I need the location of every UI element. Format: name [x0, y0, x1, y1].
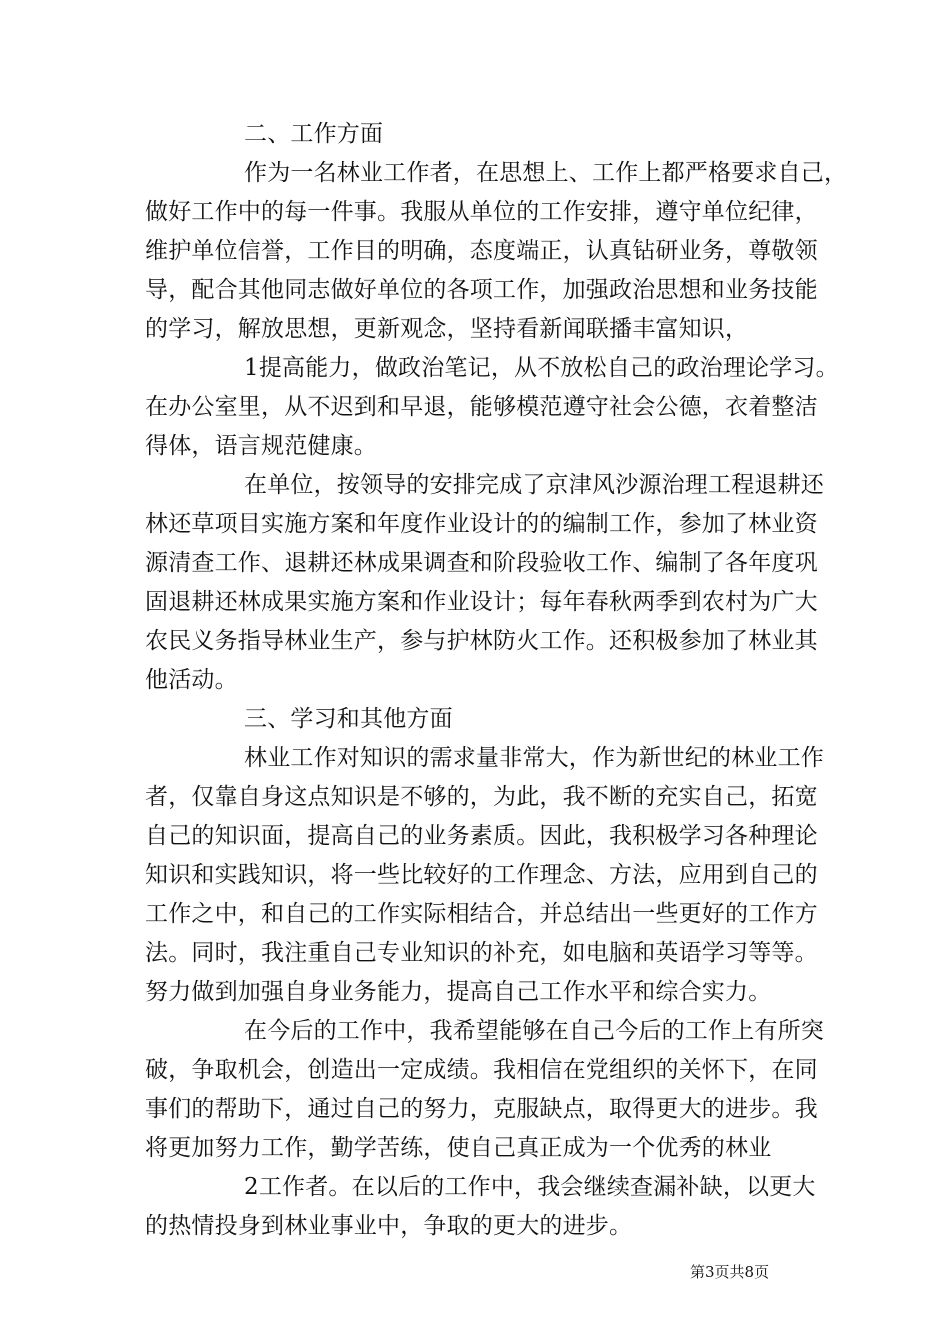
paragraph-line: 林业工作对知识的需求量非常大，作为新世纪的林业工作	[244, 745, 824, 771]
paragraph-line: 得体，语言规范健康。	[145, 433, 377, 459]
paragraph-line: 固退耕还林成果实施方案和作业设计；每年春秋两季到农村为广大	[145, 589, 818, 615]
paragraph-line: 他活动。	[145, 667, 238, 693]
paragraph-line: 做好工作中的每一件事。我服从单位的工作安排，遵守单位纪律，	[145, 199, 818, 225]
paragraph-line: 在今后的工作中，我希望能够在自己今后的工作上有所突	[244, 1018, 824, 1044]
paragraph-line: 的热情投身到林业事业中，争取的更大的进步。	[145, 1213, 633, 1239]
paragraph-line: 作为一名林业工作者，在思想上、工作上都严格要求自己，	[244, 160, 848, 186]
page-number-footer: 第3页共8页	[690, 1263, 770, 1281]
paragraph-line: 自己的知识面，提高自己的业务素质。因此，我积极学习各种理论	[145, 823, 818, 849]
paragraph-line: 工作之中，和自己的工作实际相结合，并总结出一些更好的工作方	[145, 901, 818, 927]
paragraph-line: 将更加努力工作，勤学苦练，使自己真正成为一个优秀的林业	[145, 1135, 772, 1161]
paragraph-line: 1提高能力，做政治笔记，从不放松自己的政治理论学习。	[244, 355, 839, 381]
paragraph-line: 维护单位信誉，工作目的明确，态度端正，认真钻研业务，尊敬领	[145, 238, 818, 264]
paragraph-line: 源清查工作、退耕还林成果调查和阶段验收工作、编制了各年度巩	[145, 550, 818, 576]
paragraph-line: 导，配合其他同志做好单位的各项工作，加强政治思想和业务技能	[145, 277, 818, 303]
paragraph-line: 2工作者。在以后的工作中，我会继续查漏补缺，以更大	[244, 1174, 816, 1200]
section-heading-work: 二、工作方面	[244, 121, 384, 147]
paragraph-line: 事们的帮助下，通过自己的努力，克服缺点，取得更大的进步。我	[145, 1096, 818, 1122]
paragraph-line: 破，争取机会，创造出一定成绩。我相信在党组织的关怀下，在同	[145, 1057, 818, 1083]
paragraph-line: 在单位，按领导的安排完成了京津风沙源治理工程退耕还	[244, 472, 824, 498]
section-heading-study: 三、学习和其他方面	[244, 706, 453, 732]
paragraph-line: 者，仅靠自身这点知识是不够的，为此，我不断的充实自己，拓宽	[145, 784, 818, 810]
paragraph-line: 在办公室里，从不迟到和早退，能够模范遵守社会公德，衣着整洁	[145, 394, 818, 420]
paragraph-line: 法。同时，我注重自己专业知识的补充，如电脑和英语学习等等。	[145, 940, 818, 966]
paragraph-line: 知识和实践知识，将一些比较好的工作理念、方法，应用到自己的	[145, 862, 818, 888]
paragraph-line: 努力做到加强自身业务能力，提高自己工作水平和综合实力。	[145, 979, 772, 1005]
paragraph-line: 林还草项目实施方案和年度作业设计的的编制工作，参加了林业资	[145, 511, 818, 537]
paragraph-line: 农民义务指导林业生产，参与护林防火工作。还积极参加了林业其	[145, 628, 818, 654]
paragraph-line: 的学习，解放思想，更新观念，坚持看新闻联播丰富知识，	[145, 316, 749, 342]
